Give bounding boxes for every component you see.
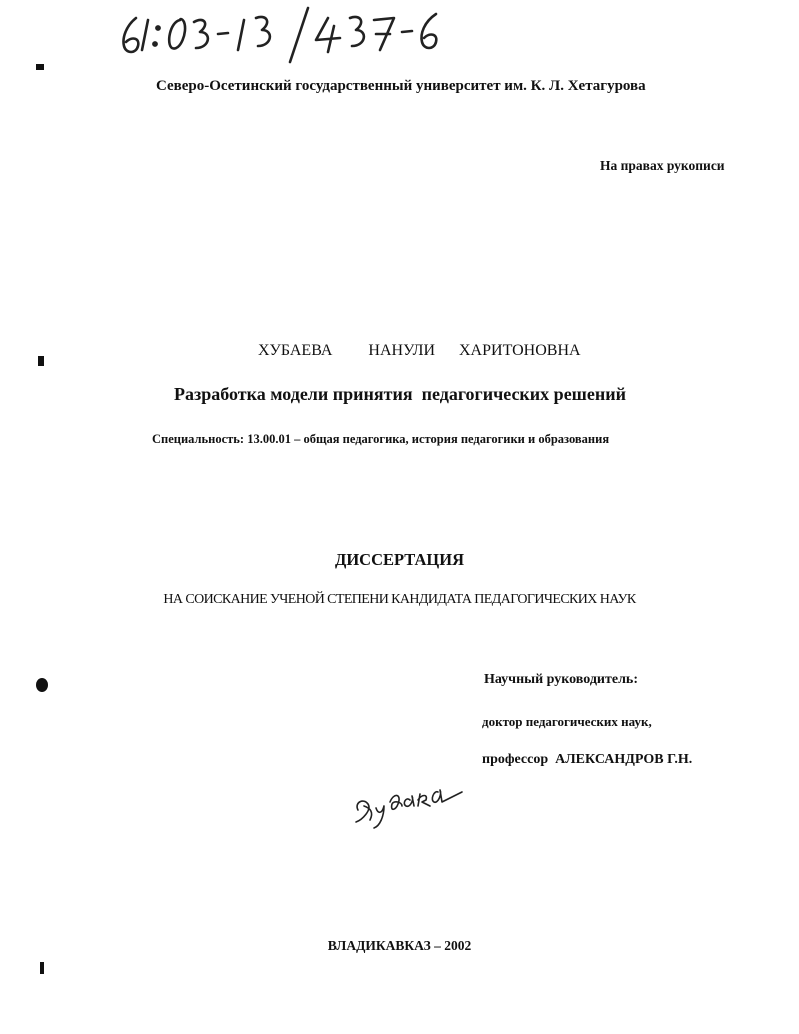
- handwritten-signature: [350, 772, 480, 832]
- document-type: ДИССЕРТАЦИЯ: [335, 550, 464, 569]
- scan-mark-top-left: [36, 64, 44, 70]
- rights-notice: На правах рукописи: [600, 158, 725, 173]
- specialty-line: Специальность: 13.00.01 – общая педагогика, история педагогики и образования: [152, 432, 610, 446]
- author-patronymic: ХАРИТОНОВНА: [459, 342, 581, 359]
- city-year: ВЛАДИКАВКАЗ – 2002: [327, 938, 472, 953]
- author-full-name: [258, 342, 581, 360]
- scan-mark-left-middle: [38, 356, 44, 366]
- university-name: Северо-Осетинский государственный университет им. К. Л. Хетагурова: [156, 78, 646, 94]
- degree-line: НА СОИСКАНИЕ УЧЕНОЙ СТЕПЕНИ КАНДИДАТА ПЕДАГОГИЧЕСКИХ НАУК: [163, 592, 636, 607]
- author-name: НАНУЛИ: [368, 342, 435, 359]
- handwritten-archive-code: [118, 4, 458, 64]
- supervisor-degree: доктор педагогических наук,: [482, 714, 652, 729]
- supervisor-title-name: профессор АЛЕКСАНДРОВ Г.Н.: [482, 752, 693, 767]
- scan-dot-left: [36, 678, 48, 692]
- scan-mark-bottom-left: [40, 962, 44, 974]
- supervisor-heading: Научный руководитель:: [484, 672, 638, 687]
- author-surname: ХУБАЕВА: [258, 342, 333, 359]
- dissertation-title: Разработка модели принятия педагогических решений: [174, 384, 626, 404]
